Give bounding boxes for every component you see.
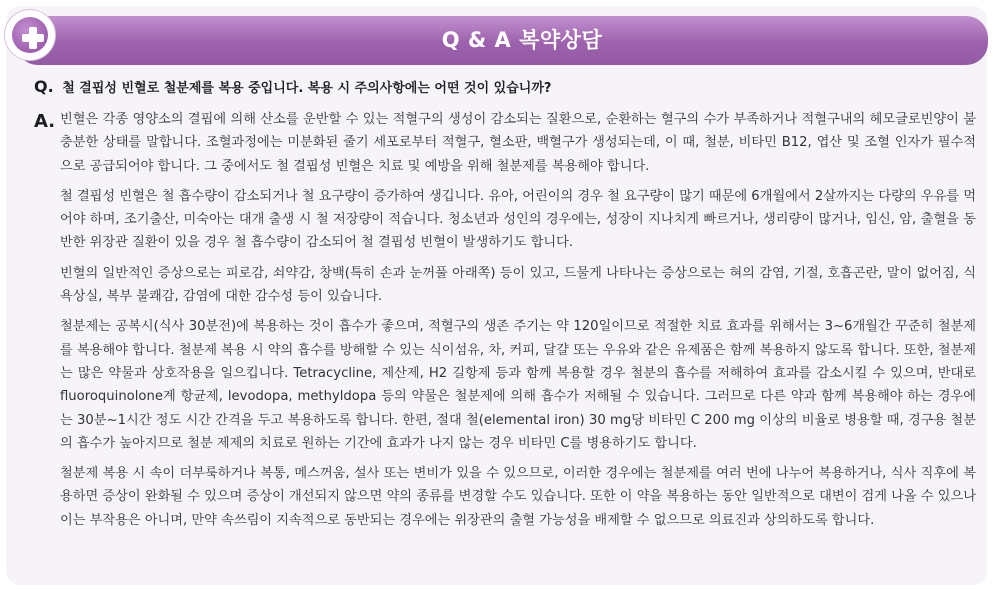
answer-paragraph: 빈혈은 각종 영양소의 결핍에 의해 산소를 운반할 수 있는 적혈구의 생성이 감소되는 질환으로, 순환하는 혈구의 수가 부족하거나 적혈구내의 헤모글로빈양이 불충분한 상태를 말합니다. 조혈과정에는 미분화된 줄기 세포로부터 적혈구, 혈소판, 백혈구가 생성되는데, 이 때, 철분, 비타민 B12, 엽산 및 조혈 인자가 필수적으로 공급되어야 합니다. 그 중에서도 철 결핍성 빈혈은 치료 및 예방을 위해 철분제를 복용해야 합니다. [60,112,976,174]
question-marker: Q. [34,77,54,96]
answer-marker: A. [34,111,56,132]
header-bar [16,16,988,65]
question [34,77,974,96]
page-title: Q & A 복약상담 [441,28,603,52]
plus-badge [5,10,55,60]
answer [34,108,976,539]
answer-paragraph: 철 결핍성 빈혈은 철 흡수량이 감소되거나 철 요구량이 증가하여 생깁니다. 유아, 어린이의 경우 철 요구량이 많기 때문에 6개월에서 2살까지는 다량의 우유를 먹어야 하며, 조기출산, 미숙아는 대개 출생 시 철 저장량이 적습니다. 청소년과 성인의 경우에는, 성장이 지나치게 빠르거나, 생리량이 많거나, 임신, 암, 출혈을 동반한 위장관 질환이 있을 경우 철 흡수량이 감소되어 철 결핍성 빈혈이 발생하기도 합니다. [60,188,976,251]
answer-paragraph: 철분제는 공복시(식사 30분전)에 복용하는 것이 흡수가 좋으며, 적혈구의 생존 주기는 약 120일이므로 적절한 치료 효과를 위해서는 3~6개월간 꾸준히 철분제를 복용해야 합니다. 철분제 복용 시 약의 흡수를 방해할 수 있는 식이섬유, 차, 커피, 달걀 또는 우유와 같은 유제품은 함께 복용하지 않도록 합니다. 또한, 철분제는 많은 약물과 상호작용을 일으킵니다. Tetracycline, 제산제, H2 길항제 등과 함께 복용할 경우 철분의 흡수를 저해하여 효과를 감소시킬 수 있으며, 반대로 fluoroquinolone계 항균제, levodopa, methyldopa 등의 약물은 철분제에 의해 흡수가 저해될 수 있습니다. 그러므로 다른 약과 함께 복용해야 하는 경우에는 30분~1시간 정도 시간 간격을 두고 복용하도록 합니다. 한편, 절대 철(elemental iron) 30 mg당 비타민 C 200 mg 이상의 비율로 병용할 때, 경구용 철분의 흡수가 높아지므로 철분 제제의 치료로 원하는 기간에 효과가 나지 않는 경우 비타민 C를 병용하기도 합니다. [60,319,976,451]
answer-paragraph: 철분제 복용 시 속이 더부룩하거나 복통, 메스꺼움, 설사 또는 변비가 있을 수 있으므로, 이러한 경우에는 철분제를 여러 번에 나누어 복용하거나, 식사 직후에 복용하면 증상이 완화될 수 있으며 증상이 개선되지 않으면 약의 종류를 변경할 수도 있습니다. 또한 이 약을 복용하는 동안 일반적으로 대변이 검게 나올 수 있으나 이는 부작용은 아니며, 만약 속쓰림이 지속적으로 동반되는 경우에는 위장관의 출혈 가능성을 배제할 수 없으므로 의료진과 상의하도록 합니다. [60,466,976,528]
plus-icon [19,24,47,52]
question-text: 철 결핍성 빈혈로 철분제를 복용 중입니다. 복용 시 주의사항에는 어떤 것이 있습니까? [62,81,552,96]
answer-paragraph: 빈혈의 일반적인 증상으로는 피로감, 쇠약감, 창백(특히 손과 눈꺼풀 아래쪽) 등이 있고, 드물게 나타나는 증상으로는 혀의 감염, 기절, 호흡곤란, 말이 없어짐, 식욕상실, 복부 불쾌감, 감염에 대한 감수성 등이 있습니다. [60,265,976,305]
